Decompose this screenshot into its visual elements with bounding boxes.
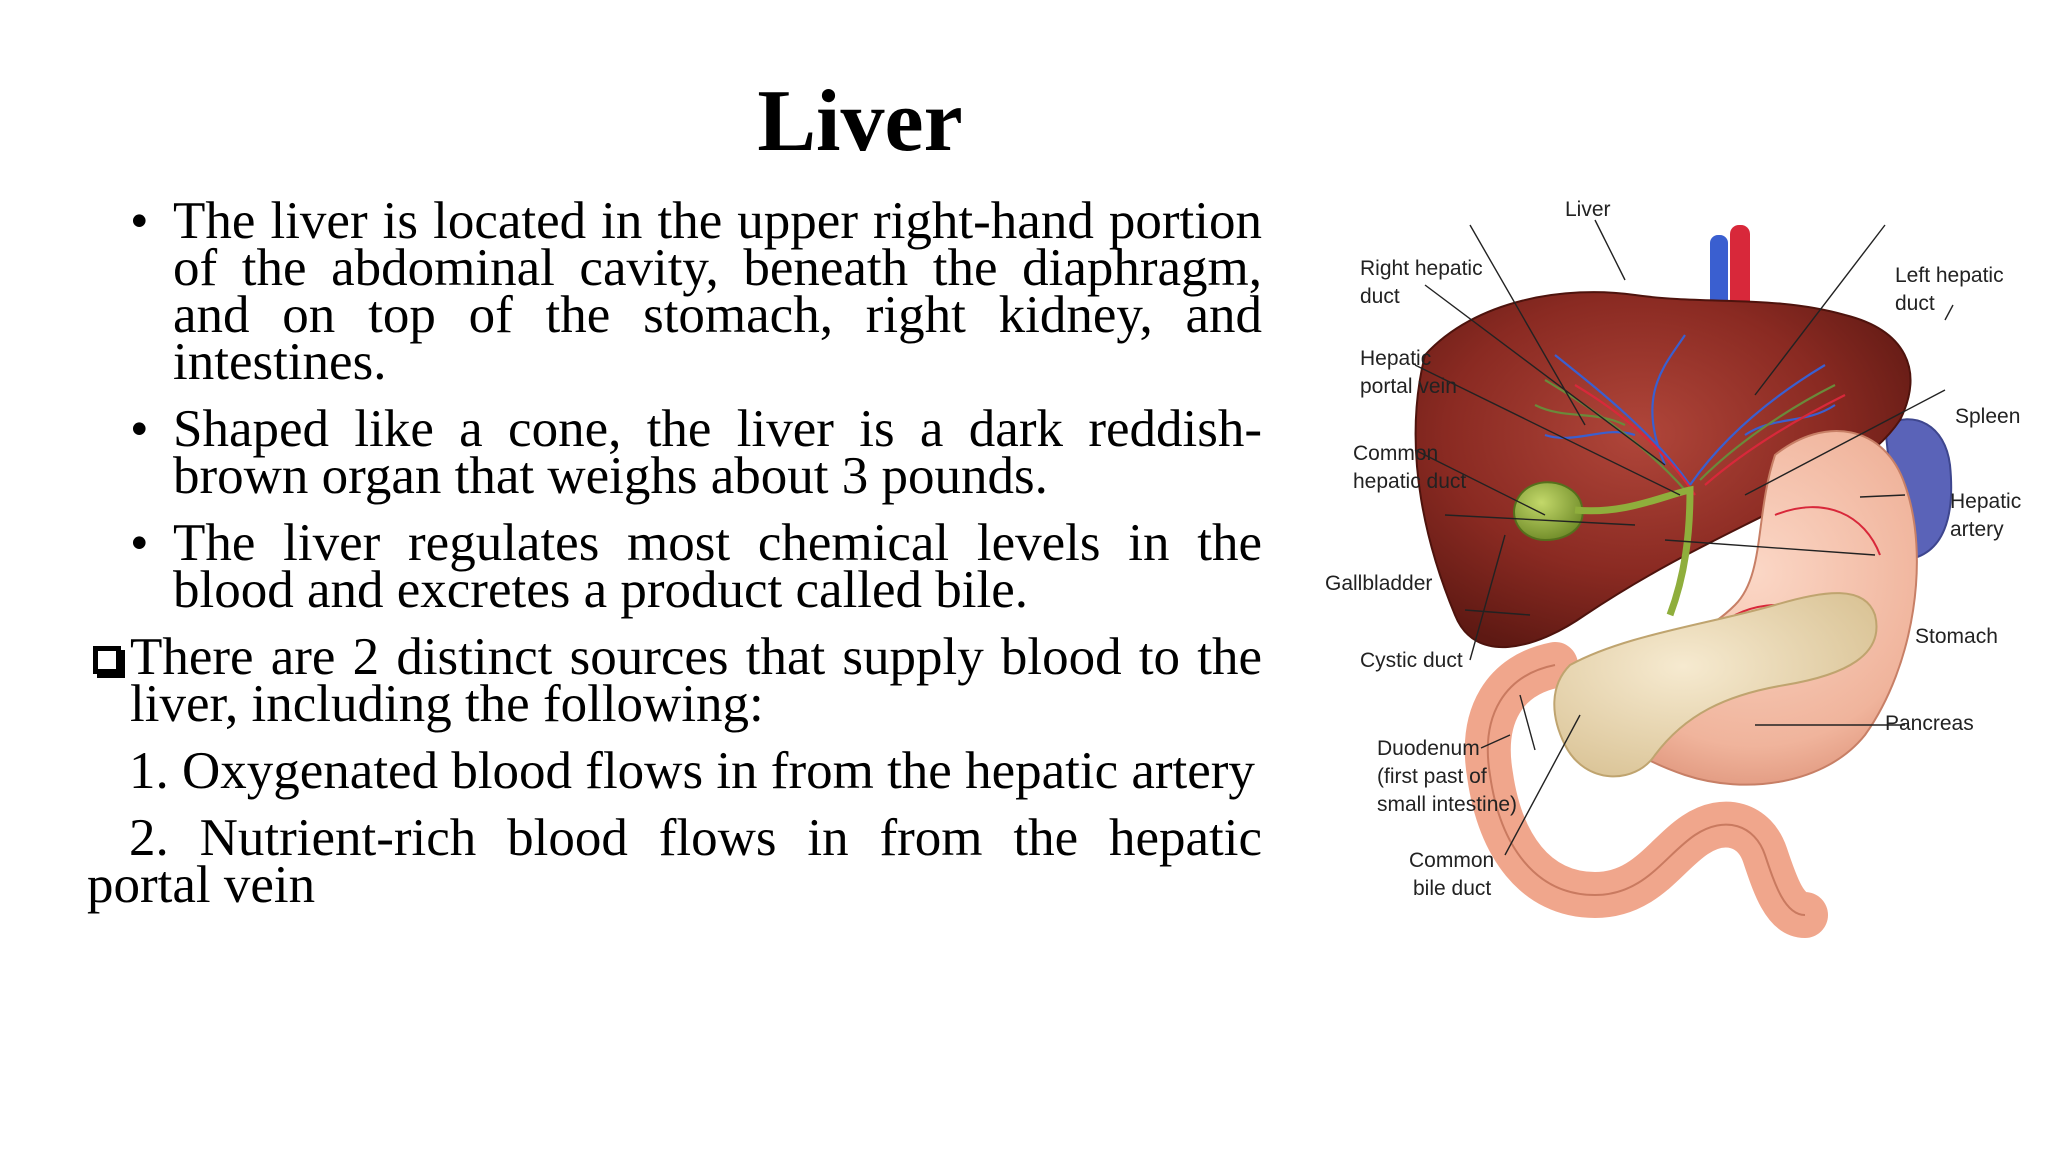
bullet-text: There are 2 distinct sources that supply blood to the liver, including the following:: [130, 628, 1262, 733]
label-liver: Liver: [1565, 198, 1611, 221]
numbered-item-2: 2. Nutrient-rich blood flows in from the hepatic portal vein: [87, 809, 1262, 914]
label-common-bile-duct: Common: [1409, 849, 1495, 872]
liver-anatomy-diagram: [1305, 195, 2045, 955]
bullet-dot-icon: •: [130, 400, 149, 458]
gallbladder-shape: [1514, 482, 1583, 540]
label-spleen: Spleen: [1955, 405, 2021, 428]
label-common-bile-duct: bile duct: [1413, 877, 1492, 900]
checkbox-square-icon: [93, 646, 121, 674]
bullet-text: The liver regulates most chemical levels in the blood and excretes a product called bile.: [173, 514, 1262, 619]
bullet-text: Shaped like a cone, the liver is a dark reddish-brown organ that weighs about 3 pounds.: [173, 400, 1262, 505]
label-right-hepatic-duct: Right hepatic: [1360, 257, 1483, 280]
label-hepatic-artery: Hepatic: [1950, 490, 2022, 513]
label-stomach: Stomach: [1915, 625, 1998, 648]
label-common-hepatic-duct: Common: [1353, 442, 1439, 465]
label-gallbladder: Gallbladder: [1325, 572, 1433, 595]
bullet-shape: [130, 400, 1262, 505]
label-duodenum: (first past of: [1377, 765, 1487, 788]
label-cystic-duct: Cystic duct: [1360, 649, 1463, 672]
bullet-dot-icon: •: [130, 192, 149, 250]
label-left-hepatic-duct: duct: [1895, 292, 1935, 315]
label-hepatic-artery: artery: [1950, 518, 2004, 541]
label-duodenum: Duodenum: [1377, 737, 1480, 760]
label-hepatic-portal-vein: Hepatic: [1360, 347, 1432, 370]
bullet-location: [130, 192, 1262, 391]
bullet-dot-icon: •: [130, 514, 149, 572]
slide-content: [87, 192, 1262, 929]
numbered-item-1: 1. Oxygenated blood flows in from the hepatic artery: [129, 742, 1255, 800]
bullet-sources: [87, 628, 1262, 733]
bullet-text: The liver is located in the upper right-hand portion of the abdominal cavity, beneath the diaphragm, and on top of the stomach, right kidney, and intestines.: [173, 192, 1262, 391]
label-hepatic-portal-vein: portal vein: [1360, 375, 1457, 398]
label-pancreas: Pancreas: [1885, 712, 1974, 735]
label-left-hepatic-duct: Left hepatic: [1895, 264, 2004, 287]
label-common-hepatic-duct: hepatic duct: [1353, 470, 1467, 493]
label-duodenum: small intestine): [1377, 793, 1518, 816]
bullet-function: [130, 514, 1262, 619]
label-right-hepatic-duct: duct: [1360, 285, 1400, 308]
slide-title: Liver: [757, 73, 963, 170]
